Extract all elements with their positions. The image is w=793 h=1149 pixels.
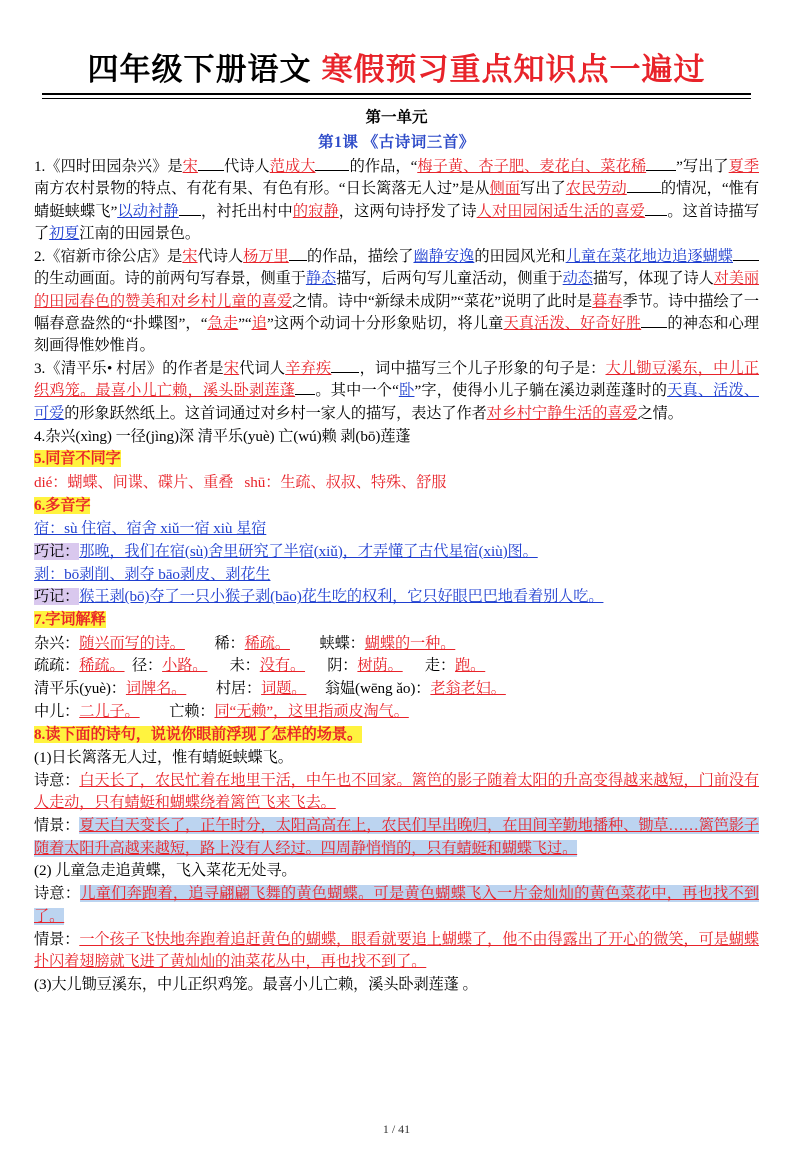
title-highlight: 寒假预习重点知识点一遍过 [321, 52, 706, 87]
glossary-row-3: 清平乐(yuè)：词牌名。 村居：词题。 翁媪(wēng ǎo)：老翁老妇。 [34, 680, 506, 698]
paragraph-2: 2.《宿新市徐公店》是宋代诗人杨万里 的作品，描绘了幽静安逸的田园风光和儿童在菜花地边追逐蝴蝶的生动画面。诗的前两句写春景，侧重于静态描写，后两句写儿童活动，侧重于动态描写，体现了诗人对美丽的田园春色的赞美和对乡村儿童的喜爱之情。诗中“新绿未成阴”“菜花”说明了此时是暮春季节。诗中描绘了一幅春意盎然的“扑蝶图”，“急走”“追”这两个动词十分形象贴切，将儿童天真活泼、好奇好胜 的神态和心理刻画得惟妙惟肖。 [34, 247, 760, 355]
page-title [34, 44, 759, 89]
title-subject: 四年级下册语文 [87, 52, 312, 87]
question-2-meaning: 诗意：儿童们奔跑着，追寻翩翩飞舞的黄色蝴蝶。可是黄色蝴蝶飞入一片金灿灿的黄色菜花中，再也找不到了。 [34, 885, 760, 925]
glossary-row-4: 中儿：二儿子。 亡赖：同“无赖”，这里指顽皮淘气。 [34, 703, 409, 721]
question-3: (3)大儿锄豆溪东，中儿正织鸡笼。最喜小儿亡赖，溪头卧剥莲蓬 。 [34, 975, 478, 993]
paragraph-3-number: 3. [34, 360, 46, 378]
paragraph-5: dié：蝴蝶、间谍、碟片、重叠 shū：生疏、叔叔、特殊、舒服 [34, 473, 447, 491]
page-number: 1 / 41 [382, 1122, 411, 1136]
paragraph-6c: 剥：bō剥削、剥夺 bāo剥皮、剥花生 [34, 565, 271, 583]
question-2: (2) 儿童急走追黄蝶，飞入菜花无处寻。 [34, 862, 297, 880]
heading-8: 8.读下面的诗句，说说你眼前浮现了怎样的场景。 [34, 725, 363, 743]
question-1-scene: 情景：夏天白天变长了，正午时分，太阳高高在上，农民们早出晚归，在田间辛勤地播种、锄草……篱笆影子随着太阳升高越来越短，路上没有人经过。四周静悄悄的，只有蜻蜓和蝴蝶飞过。 [34, 817, 759, 857]
paragraph-1: 1.《四时田园杂兴》是宋 代诗人范成大 的作品，“梅子黄、杏子肥、麦花白、菜花稀 ”写出了夏季南方农村景物的特点、有花有果、有色有形。“日长篱落无人过”是从侧面写出了农民劳动 的情况，“惟有蜻蜓蛱蝶飞”以动衬静 ，衬托出村中的寂静，这两句诗抒发了诗人对田园闲适生活的喜爱 。这首诗描写了初夏江南的田园景色。 [34, 158, 759, 243]
paragraph-6b: 巧记：那晚，我们在宿(sù)舍里研究了半宿(xiǔ)，才弄懂了古代星宿(xiù)图。 [34, 542, 538, 560]
paragraph-4-pinyin: 4.杂兴(xìng) 一径(jìng)深 清平乐(yuè) 亡(wú)赖 剥(bō)莲蓬 [34, 427, 411, 445]
question-2-scene: 情景：一个孩子飞快地奔跑着追赶黄色的蝴蝶，眼看就要追上蝴蝶了，他不由得露出了开心的微笑，可是蝴蝶扑闪着翅膀就飞进了黄灿灿的油菜花丛中，再也找不到了。 [34, 930, 759, 970]
heading-6: 6.多音字 [34, 496, 91, 514]
unit-heading: 第一单元 [365, 109, 428, 126]
paragraph-1-number: 1. [34, 158, 46, 175]
question-1: (1)日长篱落无人过，惟有蜻蜓蛱蝶飞。 [34, 749, 293, 767]
paragraph-2-number: 2. [34, 247, 46, 265]
glossary-row-2: 疏疏：稀疏。 径：小路。 未：没有。 阴：树荫。 走：跑。 [34, 657, 486, 675]
lesson-heading: 第1课 《古诗词三首》 [318, 134, 475, 151]
paragraph-3: 3.《清平乐• 村居》的作者是宋代词人辛弃疾 ，词中描写三个儿子形象的句子是：大儿锄豆溪东，中儿正织鸡笼。最喜小儿亡赖，溪头卧剥莲蓬 。其中一个“卧”字，使得小儿子躺在溪边剥莲蓬时的天真、活泼、可爱的形象跃然纸上。这首词通过对乡村一家人的描写，表达了作者对乡村宁静生活的喜爱之情。 [34, 360, 759, 422]
heading-5: 5.同音不同字 [34, 450, 121, 468]
glossary-row-1: 杂兴：随兴而写的诗。 稀：稀疏。 蛱蝶：蝴蝶的一种。 [34, 634, 456, 652]
title-divider [42, 93, 751, 99]
heading-7: 7.字词解释 [34, 611, 106, 629]
paragraph-6d: 巧记：猴王剥(bō)夺了一只小猴子剥(bāo)花生吃的权利，它只好眼巴巴地看着别人吃。 [34, 588, 604, 606]
question-1-meaning: 诗意：白天长了，农民忙着在地里干活，中午也不回家。篱笆的影子随着太阳的升高变得越来越短，门前没有人走动，只有蜻蜓和蝴蝶绕着篱笆飞来飞去。 [34, 772, 759, 812]
paragraph-6a: 宿：sù 住宿、宿舍 xiǔ一宿 xiù 星宿 [34, 519, 267, 537]
